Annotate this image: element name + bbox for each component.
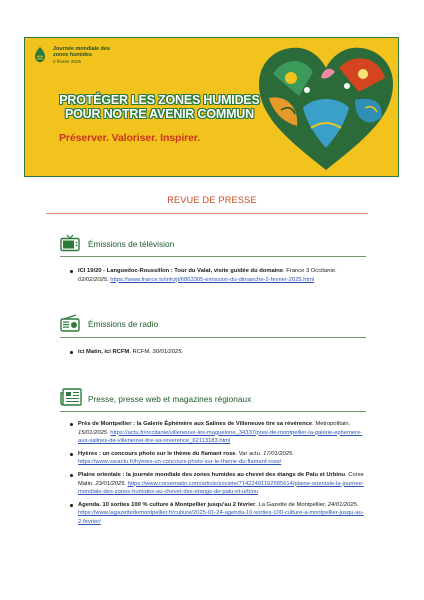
- list-item: [78, 450, 368, 467]
- item-source: . RCFM.: [129, 349, 151, 355]
- item-source: . Corse Matin.: [78, 471, 364, 487]
- section-title-press: Presse, presse web et magazines régionaux: [88, 394, 252, 404]
- item-title: Près de Montpellier : la Galerie Éphémère aux Salines de Villeneuve tire sa révérence: [78, 421, 313, 427]
- item-title: Hyères : un concours photo sur le thème du flamant rose: [78, 450, 236, 457]
- item-source: . Var actu.: [235, 450, 262, 457]
- television-icon: [60, 234, 80, 252]
- list-item: [78, 348, 368, 357]
- press-review-divider: [46, 213, 368, 214]
- item-link[interactable]: https://www.varactu.fr/hyeres-un-concours-photo-sur-le-theme-du-flamant-rose/: [78, 459, 282, 466]
- item-date: 02/02/2025.: [78, 276, 109, 283]
- press-items-list: [78, 420, 368, 531]
- item-date: 24/01/2025.: [327, 501, 359, 508]
- banner-headline: [37, 94, 282, 121]
- newspaper-icon: [60, 388, 82, 406]
- item-source: . La Gazette de Montpellier.: [255, 501, 327, 508]
- event-banner: [24, 37, 399, 177]
- brand-date: 2 février 2025: [53, 59, 82, 64]
- item-title: Plaine orientale : la journée mondiale des zones humides au chevet des étangs de Palu et Urbinu: [78, 471, 346, 478]
- radio-icon: [60, 314, 80, 332]
- item-date: 17/01/2025.: [263, 450, 294, 457]
- tv-items-list: [78, 267, 368, 288]
- section-divider-tv: [60, 256, 366, 257]
- list-item: [78, 420, 368, 446]
- headline-line-2: POUR NOTRE AVENIR COMMUN: [65, 106, 254, 121]
- section-divider-press: [60, 411, 366, 412]
- press-review-title: REVUE DE PRESSE: [167, 195, 257, 205]
- item-date: 23/01/2025.: [95, 480, 127, 487]
- radio-items-list: [78, 348, 368, 361]
- item-source: . France 3 Occitanie.: [283, 268, 337, 274]
- section-title-tv: Émissions de télévision: [88, 239, 175, 249]
- wetland-heart-illustration-icon: [251, 38, 399, 177]
- brand-title: Journée mondiale des zones humides: [53, 46, 110, 59]
- headline-line-1: PROTÉGER LES ZONES HUMIDES: [59, 93, 260, 107]
- item-date: 15/01/2025.: [78, 429, 109, 436]
- item-link[interactable]: https://www.corsematin.com/article/societe/71422491162585614/plaine-orientale-la-journee-mondiale-des-zones-humides-au-chevet-des-etangs-de-palu-et-urbinu: [78, 480, 364, 496]
- item-link[interactable]: https://actu.fr/occitanie/villeneuve-les-maguelone_34337/pres-de-montpellier-la-galerie-ephemere-aux-salines-de-villeneuve-tire-sa-reverence_62113183.html: [78, 429, 363, 445]
- section-title-radio: Émissions de radio: [88, 319, 159, 329]
- banner-tagline: Préserver. Valoriser. Inspirer.: [59, 132, 201, 144]
- item-title: ICI 19/20 - Languedoc-Roussillon : Tour du Valat, visite guidée du domaine: [78, 268, 284, 274]
- section-divider-radio: [60, 337, 366, 338]
- list-item: [78, 267, 368, 284]
- item-date: 30/01/2025.: [152, 349, 184, 355]
- item-link[interactable]: https://www.lagazettedemontpellier.fr/culture/2025-01-24-agenda-10-sorties-100-culture-a-montpellier-jusqu-au-2-fevrier/: [78, 510, 364, 525]
- list-item: [78, 471, 368, 497]
- wetland-logo-icon: [32, 46, 48, 64]
- item-link[interactable]: https://www.france.tv/info/jt/6863305-emission-du-dimanche-2-fevrier-2025.html: [110, 276, 315, 283]
- item-title: Agenda. 10 sorties 100 % culture à Montpellier jusqu'au 2 février: [78, 501, 256, 508]
- list-item: [78, 501, 368, 527]
- item-title: ici Matin, ici RCFM: [78, 349, 130, 355]
- item-source: . Metropolitain.: [312, 421, 351, 427]
